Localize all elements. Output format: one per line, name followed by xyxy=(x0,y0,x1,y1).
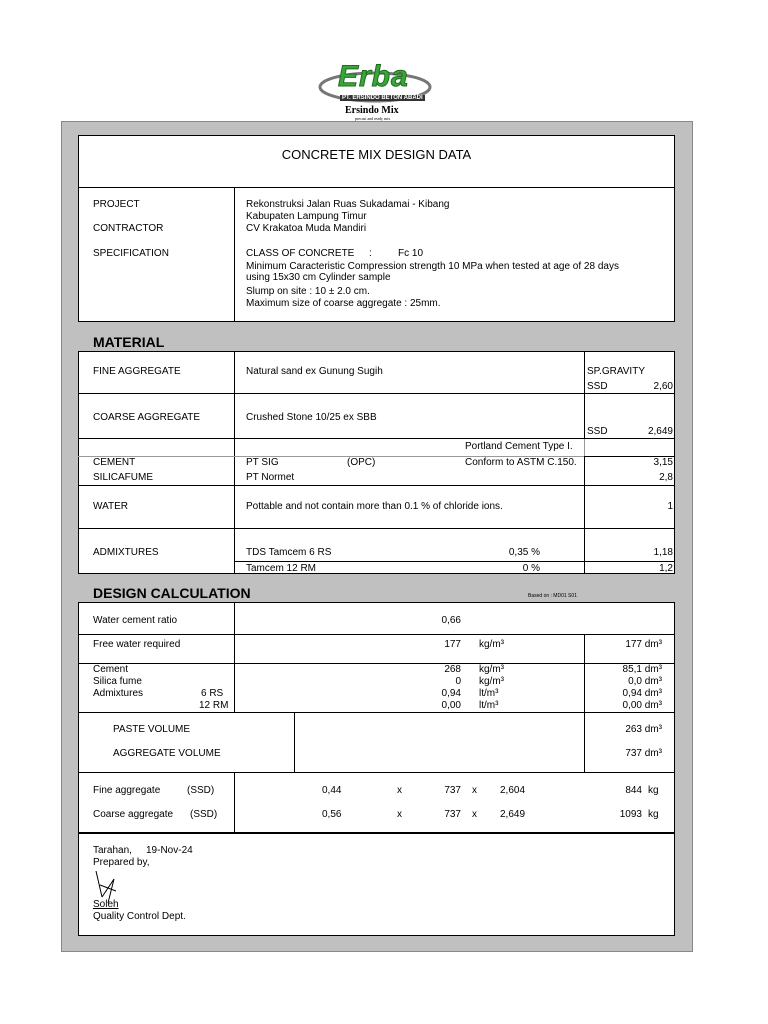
cement-label: CEMENT xyxy=(93,457,136,468)
signer-name: Soleh xyxy=(93,899,119,910)
coarse-ssd-value: 2,649 xyxy=(647,426,673,437)
paste-volume-label: PASTE VOLUME xyxy=(113,724,191,735)
coarse-aggregate-desc: Crushed Stone 10/25 ex SBB xyxy=(246,412,377,423)
cement-note2: Conform to ASTM C.150. xyxy=(465,457,577,468)
silicafume-sg: 2,8 xyxy=(659,472,673,483)
cement-note1: Portland Cement Type I. xyxy=(465,441,573,452)
calc-cement-label: Cement xyxy=(93,664,129,675)
admix2-sg: 1,2 xyxy=(659,563,673,574)
project-label: PROJECT xyxy=(93,199,140,210)
calc-admix2-unit: lt/m³ xyxy=(479,700,499,711)
free-water-value: 177 xyxy=(444,639,461,650)
calc-admix-label: Admixtures xyxy=(93,688,144,699)
free-water-label: Free water required xyxy=(93,639,181,650)
free-water-unit: kg/m³ xyxy=(479,639,504,650)
material-heading: MATERIAL xyxy=(93,334,165,350)
calc-admix2-sub: 12 RM xyxy=(199,700,229,711)
spec-class-sep: : xyxy=(369,248,372,259)
cement-sg: 3,15 xyxy=(653,457,673,468)
sign-place: Tarahan, xyxy=(93,845,132,856)
calc-admix1-sub: 6 RS xyxy=(201,688,224,699)
sign-date: 19-Nov-24 xyxy=(146,845,193,856)
free-water-vol: 177 dm³ xyxy=(625,639,662,650)
calc-fine-aggvol: 737 xyxy=(444,785,461,796)
admix2-name: Tamcem 12 RM xyxy=(246,563,317,574)
calc-fine-cond: (SSD) xyxy=(187,785,215,796)
sp-gravity-label: SP.GRAVITY xyxy=(587,366,645,377)
contractor-label: CONTRACTOR xyxy=(93,223,164,234)
admix1-pct: 0,35 % xyxy=(508,547,540,558)
calc-coarse-aggvol: 737 xyxy=(444,809,461,820)
calc-coarse-x2: x xyxy=(472,809,477,820)
logo-company: PT. ERSINDO BETON ABADI xyxy=(342,95,423,101)
logo-tagline: precast and ready mix xyxy=(355,116,391,121)
logo-brand: Erba xyxy=(338,60,409,93)
paste-volume-value: 263 dm³ xyxy=(625,724,662,735)
calc-fine-unit: kg xyxy=(648,785,659,796)
calc-cement-value: 268 xyxy=(444,664,461,675)
calc-admix1-unit: lt/m³ xyxy=(479,688,499,699)
fine-aggregate-label: FINE AGGREGATE xyxy=(93,366,181,377)
calc-fine-label: Fine aggregate xyxy=(93,785,161,796)
calc-coarse-label: Coarse aggregate xyxy=(93,809,174,820)
calc-admix1-value: 0,94 xyxy=(441,688,461,699)
project-line1: Rekonstruksi Jalan Ruas Sukadamai - Kibang xyxy=(246,199,450,210)
page-title: CONCRETE MIX DESIGN DATA xyxy=(281,147,472,162)
contractor-value: CV Krakatoa Muda Mandiri xyxy=(246,223,367,234)
spec-line2: Minimum Caracteristic Compression strength 10 MPa when tested at age of 28 days xyxy=(246,261,619,272)
fine-ssd-value: 2,60 xyxy=(653,381,673,392)
coarse-aggregate-label: COARSE AGGREGATE xyxy=(93,412,201,423)
calc-admix1-vol: 0,94 dm³ xyxy=(622,688,662,699)
prepared-by: Prepared by, xyxy=(93,857,150,868)
calc-fine-mass: 844 xyxy=(625,785,642,796)
calc-silica-vol: 0,0 dm³ xyxy=(628,676,662,687)
calc-coarse-x1: x xyxy=(397,809,402,820)
calc-coarse-sg: 2,649 xyxy=(500,809,526,820)
spec-label: SPECIFICATION xyxy=(93,248,169,259)
calc-coarse-cond: (SSD) xyxy=(190,809,218,820)
design-heading: DESIGN CALCULATION xyxy=(93,585,251,601)
based-on: Based on : MD01 S01 xyxy=(528,593,577,599)
coarse-ssd-label: SSD xyxy=(587,426,608,437)
admix1-name: TDS Tamcem 6 RS xyxy=(246,547,332,558)
silicafume-label: SILICAFUME xyxy=(93,472,154,483)
calc-fine-x2: x xyxy=(472,785,477,796)
water-sg: 1 xyxy=(667,501,673,512)
logo-product: Ersindo Mix xyxy=(345,105,399,116)
spec-line5: Maximum size of coarse aggregate : 25mm. xyxy=(246,298,441,309)
fine-aggregate-desc: Natural sand ex Gunung Sugih xyxy=(246,366,383,377)
aggregate-volume-label: AGGREGATE VOLUME xyxy=(113,748,221,759)
calc-fine-x1: x xyxy=(397,785,402,796)
spec-class-value: Fc 10 xyxy=(398,248,424,259)
wcr-label: Water cement ratio xyxy=(93,615,178,626)
company-logo xyxy=(318,62,433,122)
spec-line4: Slump on site : 10 ± 2.0 cm. xyxy=(246,286,370,297)
silicafume-desc: PT Normet xyxy=(246,472,295,483)
cement-type: (OPC) xyxy=(347,457,376,468)
water-desc: Pottable and not contain more than 0.1 % of chloride ions. xyxy=(246,501,503,512)
calc-coarse-mass: 1093 xyxy=(619,809,642,820)
project-box xyxy=(78,135,675,322)
admixtures-label: ADMIXTURES xyxy=(93,547,159,558)
admix2-pct: 0 % xyxy=(522,563,540,574)
calc-cement-vol: 85,1 dm³ xyxy=(622,664,662,675)
material-table xyxy=(78,351,675,574)
calc-coarse-ratio: 0,56 xyxy=(322,809,342,820)
calc-fine-sg: 2,604 xyxy=(500,785,526,796)
calc-silica-unit: kg/m³ xyxy=(479,676,504,687)
calc-admix2-value: 0,00 xyxy=(441,700,461,711)
calc-fine-ratio: 0,44 xyxy=(322,785,342,796)
wcr-value: 0,66 xyxy=(441,615,461,626)
aggregate-volume-value: 737 dm³ xyxy=(625,748,662,759)
calc-silica-value: 0 xyxy=(455,676,461,687)
calc-silica-label: Silica fume xyxy=(93,676,142,687)
design-table xyxy=(78,602,675,833)
spec-line3: using 15x30 cm Cylinder sample xyxy=(246,272,391,283)
fine-ssd-label: SSD xyxy=(587,381,608,392)
calc-coarse-unit: kg xyxy=(648,809,659,820)
calc-cement-unit: kg/m³ xyxy=(479,664,504,675)
cement-desc: PT SIG xyxy=(246,457,279,468)
admix1-sg: 1,18 xyxy=(653,547,673,558)
signer-dept: Quality Control Dept. xyxy=(93,911,186,922)
spec-class-label: CLASS OF CONCRETE xyxy=(246,248,355,259)
water-label: WATER xyxy=(93,501,128,512)
project-line2: Kabupaten Lampung Timur xyxy=(246,211,367,222)
calc-admix2-vol: 0,00 dm³ xyxy=(622,700,662,711)
